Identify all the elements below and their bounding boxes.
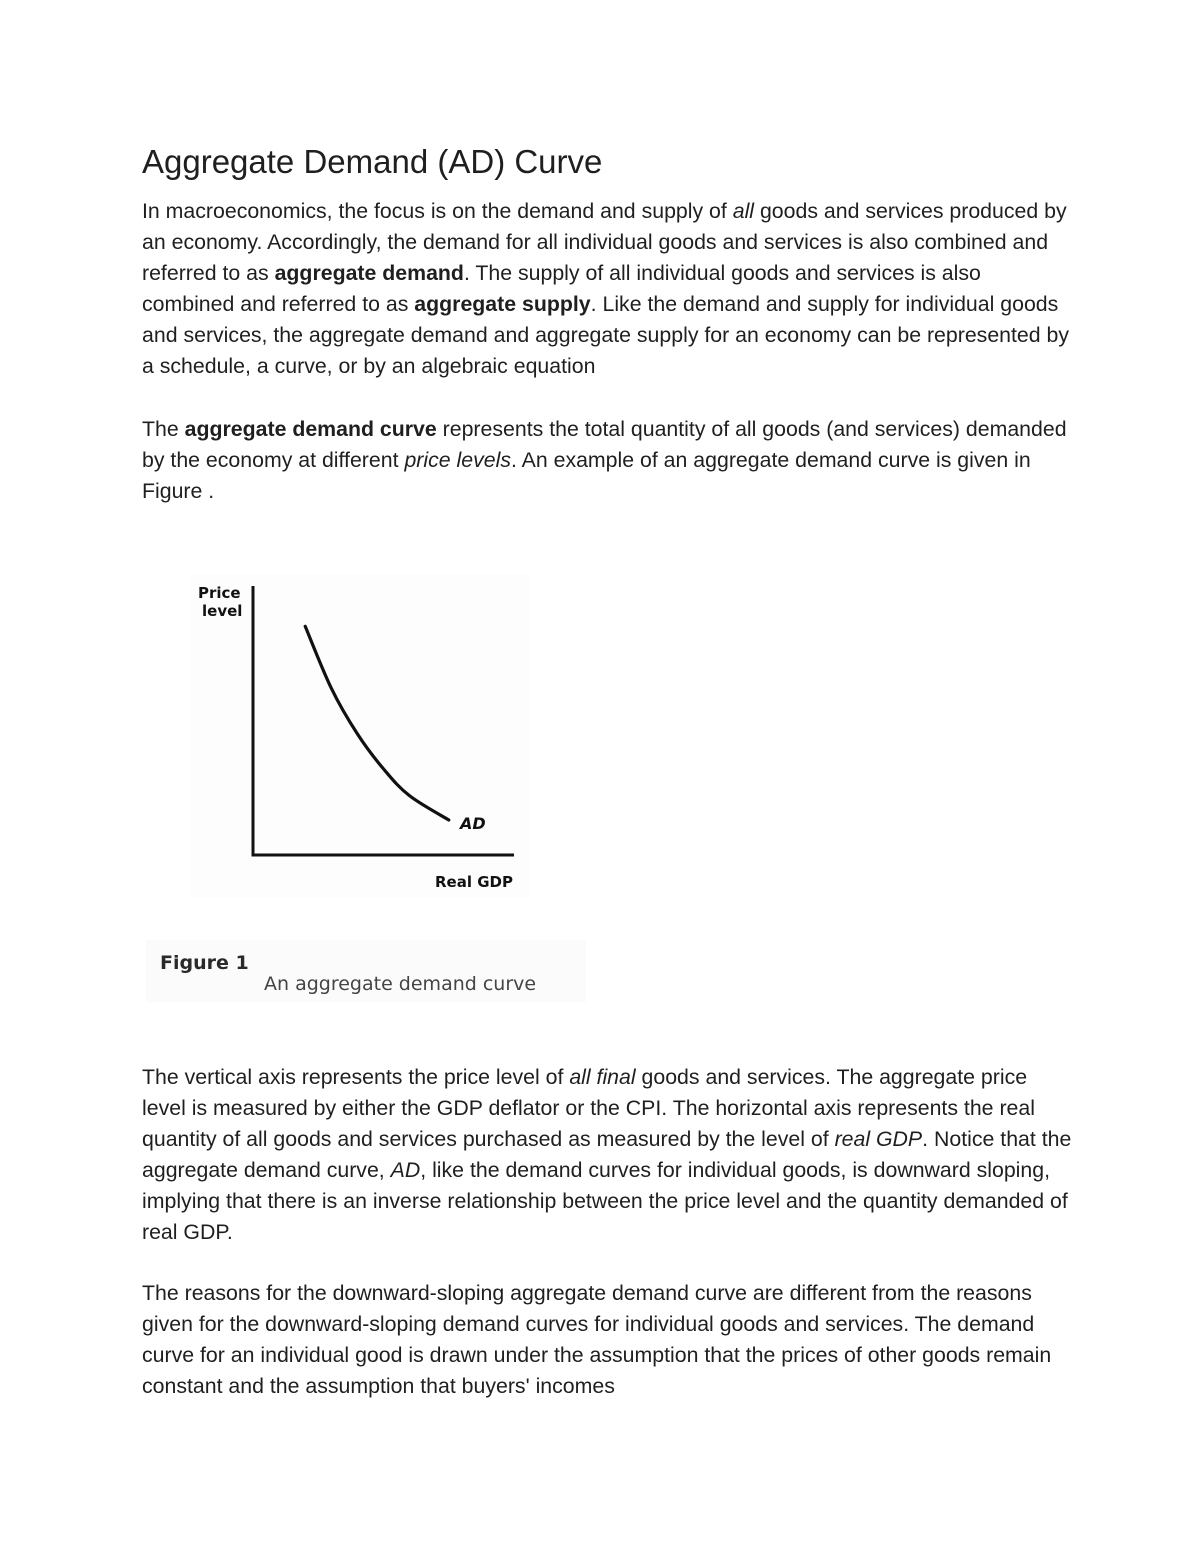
- ad-curve-chart: [190, 574, 530, 898]
- y-axis-label-line1: Price: [198, 584, 241, 602]
- figure-number: Figure 1: [160, 952, 249, 974]
- para1-text-2: goods and services produced by an economy. Accordingly, the demand for all individual goods and services is also combined and referred to as: [142, 199, 1067, 285]
- para3-text-2: goods and services. The aggregate price level is measured by either the GDP deflator or the CPI. The horizontal axis represents the real quantity of all goods and services purchased as measured by the level of: [142, 1065, 1035, 1151]
- para3-text-1: The vertical axis represents the price level of: [142, 1065, 570, 1089]
- para1-emphasis-all: all: [732, 199, 755, 223]
- paragraph-definition: [142, 414, 1072, 507]
- para2-term-ad-curve: aggregate demand curve: [184, 417, 437, 441]
- para1-text-4: . Like the demand and supply for individual goods and services, the aggregate demand and aggregate supply for an economy can be represented by a schedule, a curve, or by an algebraic equation: [142, 292, 1070, 378]
- para3-emphasis-real-gdp: real GDP: [834, 1127, 923, 1151]
- x-axis-label: Real GDP: [435, 873, 513, 891]
- para1-term-aggregate-supply: aggregate supply: [414, 292, 591, 316]
- para2-text-1: The: [142, 417, 185, 441]
- para3-emphasis-ad: AD: [390, 1158, 421, 1182]
- para4-text-1: The reasons for the downward-sloping aggregate demand curve are different from the reasons given for the downward-sloping demand curves for individual goods and services. The demand curve for an individual good is drawn under the assumption that the prices of other goods remain constant and the assumption that buyers' incomes: [142, 1281, 1052, 1398]
- para3-emphasis-all-final: all final: [569, 1065, 636, 1089]
- ad-curve-figure: [190, 574, 530, 898]
- para3-text-3: . Notice that the aggregate demand curve,: [142, 1127, 1072, 1182]
- para1-text-3: . The supply of all individual goods and services is also combined and referred to as: [142, 261, 981, 316]
- figure-description: An aggregate demand curve: [264, 973, 537, 995]
- para2-text-2: represents the total quantity of all goods (and services) demanded by the economy at different: [142, 417, 1067, 472]
- para2-emphasis-price-levels: price levels: [404, 448, 511, 472]
- paragraph-intro: [142, 196, 1072, 382]
- paragraph-axes-explanation: [142, 1062, 1072, 1248]
- paragraph-reasons: [142, 1278, 1072, 1402]
- page-title: Aggregate Demand (AD) Curve: [142, 143, 603, 180]
- para3-text-4: , like the demand curves for individual goods, is downward sloping, implying that there is an inverse relationship between the price level and the quantity demanded of real GDP.: [142, 1158, 1068, 1244]
- ad-curve-label: AD: [460, 814, 486, 833]
- y-axis-label-line2: level: [202, 602, 243, 620]
- para2-text-3: . An example of an aggregate demand curve is given in Figure .: [142, 448, 1031, 503]
- para1-text-1: In macroeconomics, the focus is on the demand and supply of: [142, 199, 733, 223]
- para1-term-aggregate-demand: aggregate demand: [274, 261, 464, 285]
- figure-caption: [146, 940, 586, 1002]
